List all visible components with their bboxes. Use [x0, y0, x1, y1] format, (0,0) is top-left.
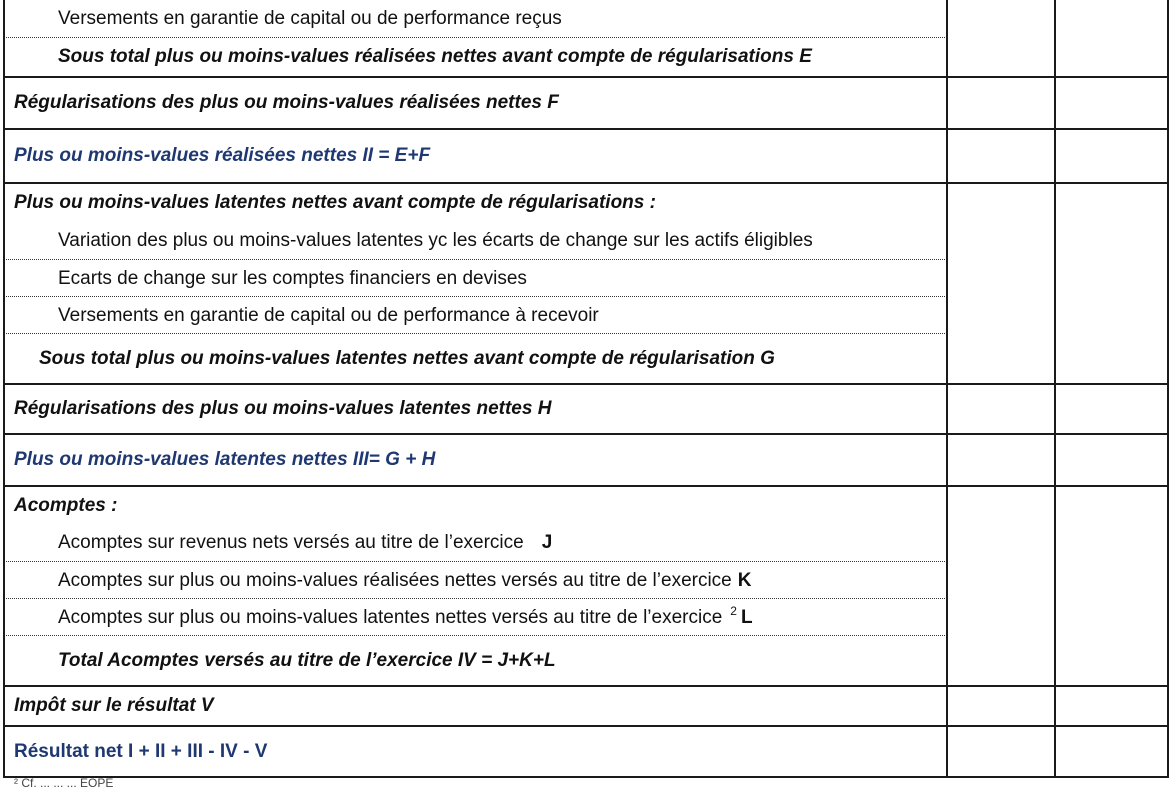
column-divider	[946, 0, 948, 778]
row-label: Régularisations des plus ou moins-values réalisées nettes F	[14, 92, 559, 113]
table-row	[3, 524, 1169, 562]
table-row	[3, 487, 1169, 524]
footnote-partial: ² Cf. ... ... ... EOPE	[14, 776, 114, 790]
table-row	[3, 222, 1169, 260]
section-total-label: Plus ou moins-values réalisées nettes II = E+F	[14, 145, 431, 166]
table-row	[3, 687, 1169, 727]
table-row	[3, 599, 1169, 636]
table-row	[3, 130, 1169, 184]
table-row	[3, 334, 1169, 385]
table-row	[3, 727, 1169, 778]
column-divider	[1054, 0, 1056, 778]
row-label: Ecarts de change sur les comptes financiers en devises	[58, 267, 527, 289]
table-row	[3, 260, 1169, 297]
subtotal-label: Sous total plus ou moins-values réalisées nettes avant compte de régularisations E	[58, 46, 812, 67]
table-row	[3, 385, 1169, 435]
row-label: Variation des plus ou moins-values latentes yc les écarts de change sur les actifs éligibles	[58, 230, 813, 251]
table-row	[3, 38, 1169, 78]
row-label: Versements en garantie de capital ou de performance reçus	[58, 8, 562, 29]
section-heading: Acomptes :	[14, 494, 118, 516]
table-row	[3, 562, 1169, 599]
row-letter: J	[541, 532, 553, 553]
subtotal-label: Sous total plus ou moins-values latentes nettes avant compte de régularisation G	[39, 347, 775, 369]
table-left-border	[3, 0, 5, 778]
row-text: Acomptes sur plus ou moins-values réalisées nettes versés au titre de l’exercice	[58, 569, 732, 591]
section-total-label: Plus ou moins-values latentes nettes III= G + H	[14, 449, 436, 470]
subtotal-label: Total Acomptes versés au titre de l’exercice IV = J+K+L	[58, 649, 556, 671]
row-label	[3, 524, 1002, 562]
table-right-border	[1167, 0, 1169, 778]
row-letter: L	[740, 606, 753, 628]
row-label: Régularisations des plus ou moins-values latentes nettes H	[14, 398, 552, 419]
section-heading: Plus ou moins-values latentes nettes avant compte de régularisations :	[14, 192, 656, 213]
footnote-marker: 2	[730, 603, 737, 618]
table-row	[3, 435, 1169, 487]
net-result-label: Résultat net I + II + III - IV - V	[14, 740, 268, 762]
row-letter: K	[737, 569, 752, 591]
row-label	[3, 562, 1002, 599]
row-text: Acomptes sur revenus nets versés au titre de l’exercice	[58, 532, 524, 553]
table-row	[3, 636, 1169, 687]
row-text: Acomptes sur plus ou moins-values latentes nettes versés au titre de l’exercice	[58, 606, 723, 628]
table-row	[3, 78, 1169, 130]
table-row	[3, 184, 1169, 222]
table-row	[3, 297, 1169, 334]
table-row	[3, 0, 1169, 38]
row-label: Impôt sur le résultat V	[14, 695, 214, 716]
row-label	[3, 599, 1002, 636]
row-label: Versements en garantie de capital ou de performance à recevoir	[58, 304, 599, 326]
